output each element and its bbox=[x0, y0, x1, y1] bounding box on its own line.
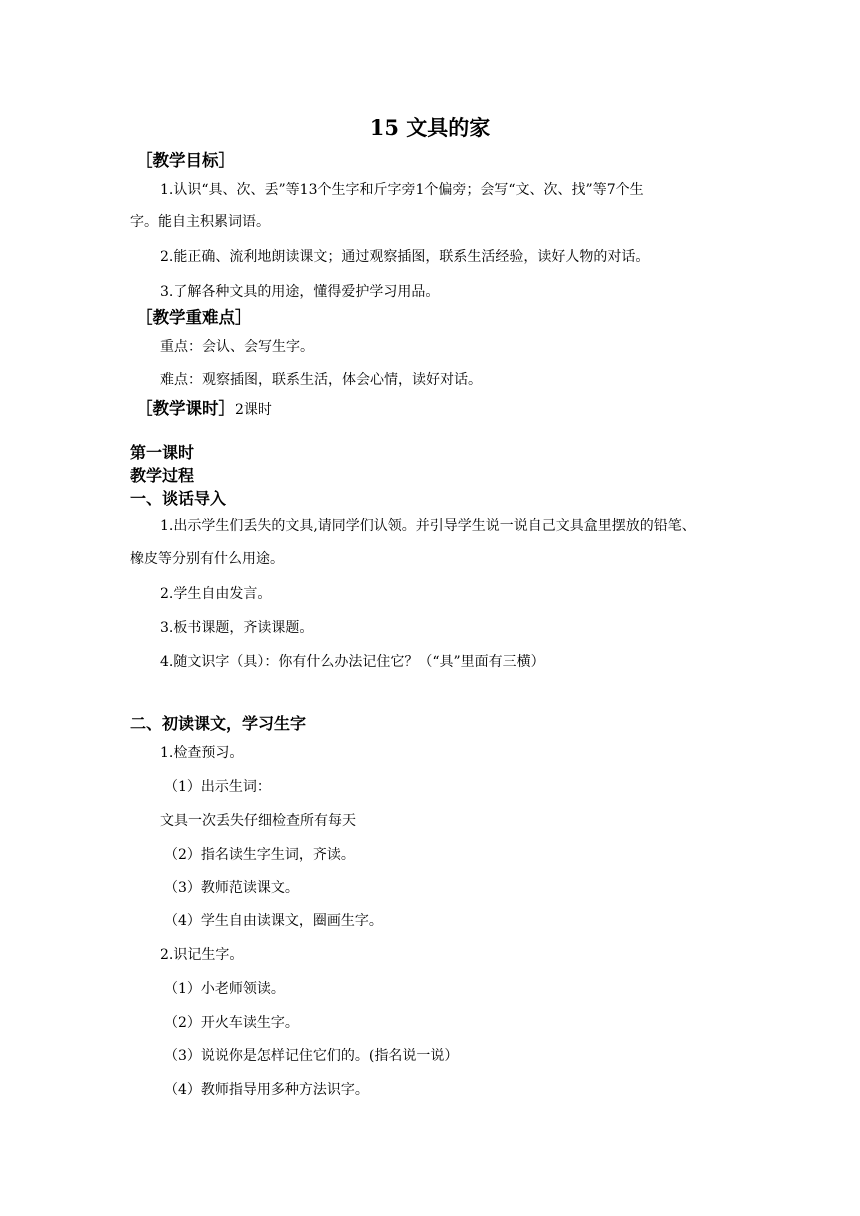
part1-heading: 一、谈话导入 bbox=[130, 489, 227, 508]
part2-line-10: （3）说说你是怎样记住它们的。(指名说一说） bbox=[164, 1048, 459, 1064]
part1-line-1: 1.出示学生们丢失的文具,请同学们认领。并引导学生说一说自己文具盒里摆放的铅笔、 bbox=[160, 518, 696, 534]
goal-line-1: 1.认识“具、次、丢”等13个生字和斤字旁1个偏旁；会写“文、次、找”等7个生 bbox=[160, 182, 644, 198]
key-point-2: 难点：观察插图，联系生活，体会心情，读好对话。 bbox=[160, 372, 482, 388]
part2-line-7: 2.识记生字。 bbox=[160, 947, 244, 963]
goals-heading: ［教学目标］ bbox=[136, 151, 235, 170]
part2-line-8: （1）小老师领读。 bbox=[164, 981, 285, 997]
part1-line-3: 2.学生自由发言。 bbox=[160, 586, 272, 602]
key-points-heading: ［教学重难点］ bbox=[136, 308, 252, 327]
key-point-1: 重点：会认、会写生字。 bbox=[160, 339, 314, 355]
process-heading: 教学过程 bbox=[130, 466, 195, 485]
part2-line-1: 1.检查预习。 bbox=[160, 745, 244, 761]
part2-line-6: （4）学生自由读课文，圈画生字。 bbox=[164, 913, 383, 929]
part2-line-4: （2）指名读生字生词，齐读。 bbox=[164, 847, 355, 863]
part2-line-3: 文具一次丢失仔细检查所有每天 bbox=[160, 813, 356, 829]
part2-line-5: （3）教师范读课文。 bbox=[164, 880, 299, 896]
part1-line-4: 3.板书课题，齐读课题。 bbox=[160, 620, 314, 636]
part2-line-2: （1）出示生词： bbox=[164, 779, 271, 795]
hours-heading-label: ［教学课时］ bbox=[136, 399, 235, 418]
part2-line-9: （2）开火车读生字。 bbox=[164, 1015, 299, 1031]
goal-line-4: 3.了解各种文具的用途，懂得爱护学习用品。 bbox=[160, 284, 440, 300]
part2-heading: 二、初读课文，学习生字 bbox=[130, 714, 307, 733]
hours-heading bbox=[136, 401, 272, 418]
page-title: 15 文具的家 bbox=[369, 115, 491, 140]
hours-value: 2课时 bbox=[235, 402, 272, 418]
part1-line-2: 橡皮等分别有什么用途。 bbox=[130, 551, 284, 567]
part1-line-5: 4.随文识字（具）：你有什么办法记住它？（“具”里面有三横） bbox=[160, 654, 545, 670]
goal-line-2: 字。能自主积累词语。 bbox=[130, 214, 270, 230]
lesson-heading: 第一课时 bbox=[130, 443, 195, 462]
part2-line-11: （4）教师指导用多种方法识字。 bbox=[164, 1082, 369, 1098]
goal-line-3: 2.能正确、流利地朗读课文；通过观察插图，联系生活经验，读好人物的对话。 bbox=[160, 249, 650, 265]
